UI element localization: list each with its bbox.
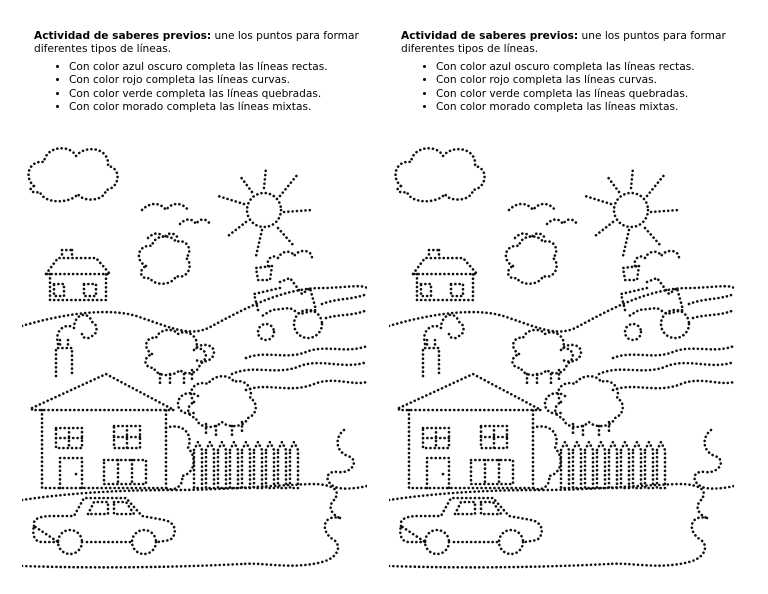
instruction-item: • Con color azul oscuro completa las líneas rectas. (69, 61, 374, 74)
bird-shape (547, 220, 577, 225)
bird-shape (515, 234, 545, 239)
house-window (471, 460, 513, 484)
house-window (104, 460, 146, 484)
dotted-drawing (22, 138, 367, 574)
tractor-shape (621, 266, 683, 316)
instruction-list (401, 61, 741, 115)
bird-shape (142, 204, 188, 210)
sheep-legs (527, 370, 559, 384)
house-door (60, 458, 82, 488)
sun-shape (247, 193, 281, 227)
car-wheel (58, 530, 82, 554)
road-line (389, 564, 609, 567)
instruction-item: • Con color verde completa las líneas quebradas. (69, 88, 374, 101)
house-window (423, 428, 449, 448)
sheep-shape (188, 376, 256, 427)
dotted-drawing (389, 138, 734, 574)
instruction-item: • Con color rojo completa las líneas curvas. (436, 74, 741, 87)
bird-shape (148, 234, 178, 239)
car-wheel (499, 530, 523, 554)
car-window (455, 502, 501, 514)
smoke-curve (268, 251, 312, 266)
sun-shape (614, 193, 648, 227)
cloud-shape (29, 148, 118, 201)
wave-line (693, 310, 734, 318)
road-line (242, 517, 340, 565)
activity-title-bold: Actividad de saberes previos: (401, 30, 579, 42)
smoke-curve (424, 315, 463, 344)
instruction-item: • Con color rojo completa las líneas curvas. (69, 74, 374, 87)
tractor-wheel (625, 324, 641, 340)
wave-line (232, 362, 367, 374)
sheep-legs (160, 370, 192, 384)
instruction-item: • Con color morado completa las líneas mixtas. (69, 101, 374, 114)
activity-title (401, 30, 741, 56)
wave-line (613, 346, 734, 358)
activity-title (34, 30, 374, 56)
worksheet-left (34, 30, 374, 115)
instruction-item: • Con color azul oscuro completa las líneas rectas. (436, 61, 741, 74)
house-window (114, 426, 140, 448)
dot-to-dot-scene (389, 138, 734, 574)
instruction-item: • Con color verde completa las líneas quebradas. (436, 88, 741, 101)
activity-title-rest: une los puntos para formar diferentes tipos de líneas. (401, 30, 726, 55)
sheep-shape (555, 376, 623, 427)
wave-line (689, 294, 734, 304)
sun-ray (585, 168, 679, 256)
road-line (331, 500, 340, 518)
wave-line (246, 346, 367, 358)
wave-line (326, 310, 367, 318)
small-house (46, 250, 110, 300)
fence-shape (561, 442, 665, 488)
activity-title-bold: Actividad de saberes previos: (34, 30, 212, 42)
house-window (56, 428, 82, 448)
sheep-legs (206, 422, 242, 436)
wave-line (246, 381, 367, 390)
bird-shape (509, 204, 555, 210)
cloud-shape (396, 148, 485, 201)
chimney (56, 340, 72, 376)
sheep-shape (512, 330, 572, 375)
bird-shape (180, 220, 210, 225)
chimney (423, 340, 439, 376)
smoke-curve (635, 251, 679, 266)
wave-line (613, 381, 734, 390)
fence-shape (194, 442, 298, 488)
house-door (427, 458, 449, 488)
road-line (22, 564, 242, 567)
sheep-legs (573, 422, 609, 436)
car-wheel (132, 530, 156, 554)
road-line (609, 517, 707, 565)
car-wheel (425, 530, 449, 554)
instruction-list (34, 61, 374, 115)
wave-line (599, 362, 734, 374)
activity-title-rest: une los puntos para formar diferentes tipos de líneas. (34, 30, 359, 55)
sheep-shape (145, 330, 205, 375)
river-line (695, 430, 735, 489)
bush-shape (166, 426, 194, 489)
wave-line (322, 294, 367, 304)
sun-ray (218, 168, 312, 256)
cloud-shape (139, 236, 190, 283)
house-window (481, 426, 507, 448)
car-window (88, 502, 134, 514)
tractor-shape (254, 266, 316, 316)
instruction-item: • Con color morado completa las líneas mixtas. (436, 101, 741, 114)
river-line (328, 430, 368, 489)
road-line (698, 500, 707, 518)
dot-to-dot-scene (22, 138, 367, 574)
tractor-wheel (258, 324, 274, 340)
worksheet-right (401, 30, 741, 115)
bush-shape (533, 426, 561, 489)
small-house (413, 250, 477, 300)
smoke-curve (57, 315, 96, 344)
cloud-shape (506, 236, 557, 283)
